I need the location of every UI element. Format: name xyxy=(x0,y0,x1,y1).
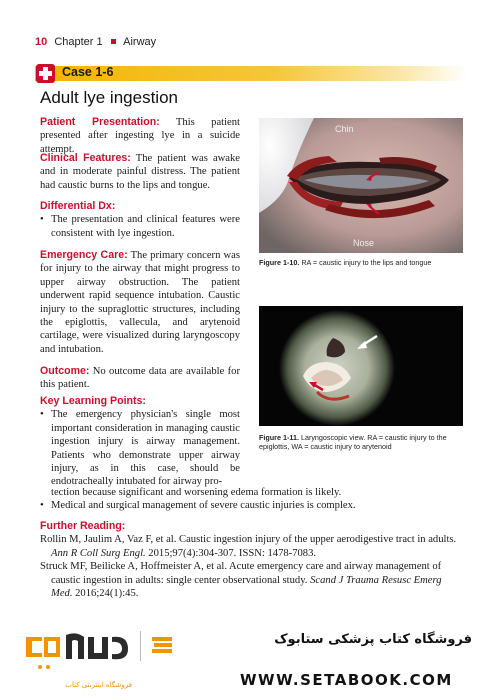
key-learning-points-section xyxy=(40,395,240,489)
figure-1-11-photo xyxy=(259,306,463,426)
emergency-care-heading: Emergency Care: xyxy=(40,249,128,261)
footer-divider xyxy=(140,631,141,661)
chapter-label: Chapter 1 xyxy=(54,36,103,48)
key-learning-points-heading: Key Learning Points: xyxy=(40,395,146,407)
store-name-persian: فروشگاه کتاب پزشکی ستابوک xyxy=(274,632,472,647)
list-item: • The emergency physician's single most important consideration in managing caustic ingestion injury is airway management. Patients who demonstrate upper airway injury, as in this case, should be endotracheally intubated for airway pro- xyxy=(40,408,240,488)
figure-1-10-photo xyxy=(259,118,463,253)
clinical-features-section xyxy=(40,152,240,192)
figure-1-11-caption: Figure 1-11. Laryngoscopic view. RA = caustic injury to the epiglottis, WA = caustic injury to arytenoid xyxy=(259,433,447,451)
list-item-continuation: tection because significant and worsening edema formation is likely. xyxy=(51,487,342,498)
photo-label-nose: Nose xyxy=(353,238,375,248)
case-label: Case 1-6 xyxy=(62,65,114,79)
photo-label-chin: Chin xyxy=(335,124,354,134)
page-number: 10 xyxy=(35,36,48,48)
differential-dx-heading: Differential Dx: xyxy=(40,200,116,212)
website-url: WWW.SETABOOK.COM xyxy=(240,671,453,689)
clinical-features-heading: Clinical Features: xyxy=(40,152,131,164)
clinical-features-text: The patient was awake and in moderate painful distress. The patient had caustic burns to the lips and tongue. xyxy=(40,153,241,191)
differential-dx-section xyxy=(40,200,240,240)
emergency-care-text: The primary concern was for injury to the airway that might progress to upper airway obstruction. The patient underwent rapid sequence intubation. Caustic injury to the supraglottic structures, including the epiglottis, vallecula, and arytenoid cartilage, were visualized during laryngoscopy and intubation. xyxy=(40,250,240,355)
case-title: Adult lye ingestion xyxy=(40,88,178,107)
patient-presentation-text: This patient presented after ingesting lye in a suicide attempt. xyxy=(40,117,240,155)
separator-square-icon xyxy=(111,39,116,44)
medical-cross-icon xyxy=(36,64,55,83)
reference-item: Struck MF, Beilicke A, Hoffmeister A, et al. Acute emergency care and airway management of caustic ingestion in adults: single center observational study. Scand J Trauma Resusc Emerg Med. 2016;24(1):45. xyxy=(40,561,442,600)
lips-photo-illustration xyxy=(259,118,463,253)
section-label: Airway xyxy=(123,36,157,48)
setabook-logo-icon xyxy=(24,627,134,683)
patient-presentation-section xyxy=(40,116,240,156)
further-reading-heading: Further Reading: xyxy=(40,520,126,532)
further-reading-section xyxy=(40,520,460,600)
list-item: • Medical and surgical management of severe caustic injuries is complex. xyxy=(40,499,460,512)
patient-presentation-heading: Patient Presentation: xyxy=(40,116,160,128)
outcome-text: No outcome data are available for this patient. xyxy=(40,366,240,391)
book-stack-icon xyxy=(150,633,174,657)
emergency-care-section xyxy=(40,249,240,356)
key-learning-points-continued xyxy=(40,486,460,513)
running-header xyxy=(35,36,156,48)
figure-1-10-caption: Figure 1-10. RA = caustic injury to the lips and tongue xyxy=(259,258,432,267)
logo-tagline: فروشگاه اینترنتی کتاب xyxy=(65,681,132,689)
list-item: • The presentation and clinical features were consistent with lye ingestion. xyxy=(40,213,240,240)
outcome-heading: Outcome: xyxy=(40,365,90,377)
outcome-section xyxy=(40,365,240,392)
reference-item: Rollin M, Jaulim A, Vaz F, et al. Caustic ingestion injury of the upper aerodigestive tract in adults. Ann R Coll Surg Engl. 2015;97(4):304-307. ISSN: 1478-7083. xyxy=(40,534,457,559)
laryngoscopic-view-illustration xyxy=(259,306,463,426)
